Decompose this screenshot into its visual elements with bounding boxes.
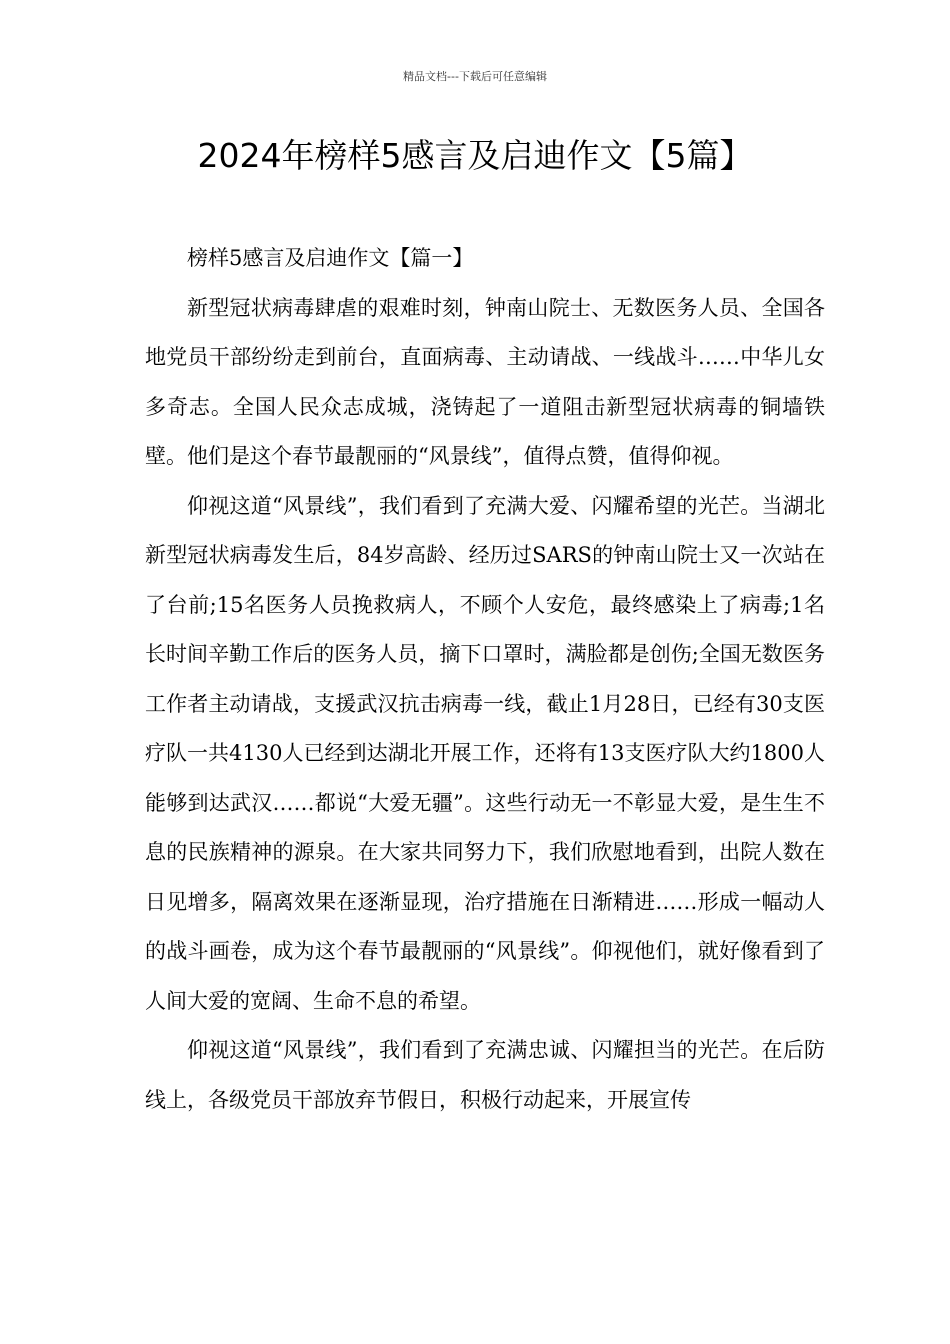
paragraph: 仰视这道“风景线”，我们看到了充满大爱、闪耀希望的光芒。当湖北新型冠状病毒发生后，84岁高龄、经历过SARS的钟南山院士又一次站在了台前;15名医务人员挽救病人，不顾个人安危，最终感染上了病毒;1名长时间辛勤工作后的医务人员，摘下口罩时，满脸都是创伤;全国无数医务工作者主动请战，支援武汉抗击病毒一线，截止1月28日，已经有30支医疗队一共4130人已经到达湖北开展工作，还将有13支医疗队大约1800人能够到达武汉……都说“大爱无疆”。这些行动无一不彰显大爱，是生生不息的民族精神的源泉。在大家共同努力下，我们欣慰地看到，出院人数在日见增多，隔离效果在逐渐显现，治疗措施在日渐精进……形成一幅动人的战斗画卷，成为这个春节最靓丽的“风景线”。仰视他们，就好像看到了人间大爱的宽阔、生命不息的希望。 [145,493,825,1013]
paragraph: 仰视这道“风景线”，我们看到了充满忠诚、闪耀担当的光芒。在后防线上，各级党员干部放弃节假日，积极行动起来，开展宣传 [145,1038,825,1112]
header-note: 精品文档---下载后可任意编辑 [403,70,547,83]
document-title: 2024年榜样5感言及启迪作文【5篇】 [197,136,753,175]
document-body [145,234,825,1125]
paragraph: 新型冠状病毒肆虐的艰难时刻，钟南山院士、无数医务人员、全国各地党员干部纷纷走到前台，直面病毒、主动请战、一线战斗……中华儿女多奇志。全国人民众志成城，浇铸起了一道阻击新型冠状病毒的铜墙铁壁。他们是这个春节最靓丽的“风景线”，值得点赞，值得仰视。 [145,295,825,468]
section-heading: 榜样5感言及启迪作文【篇一】 [187,246,474,270]
